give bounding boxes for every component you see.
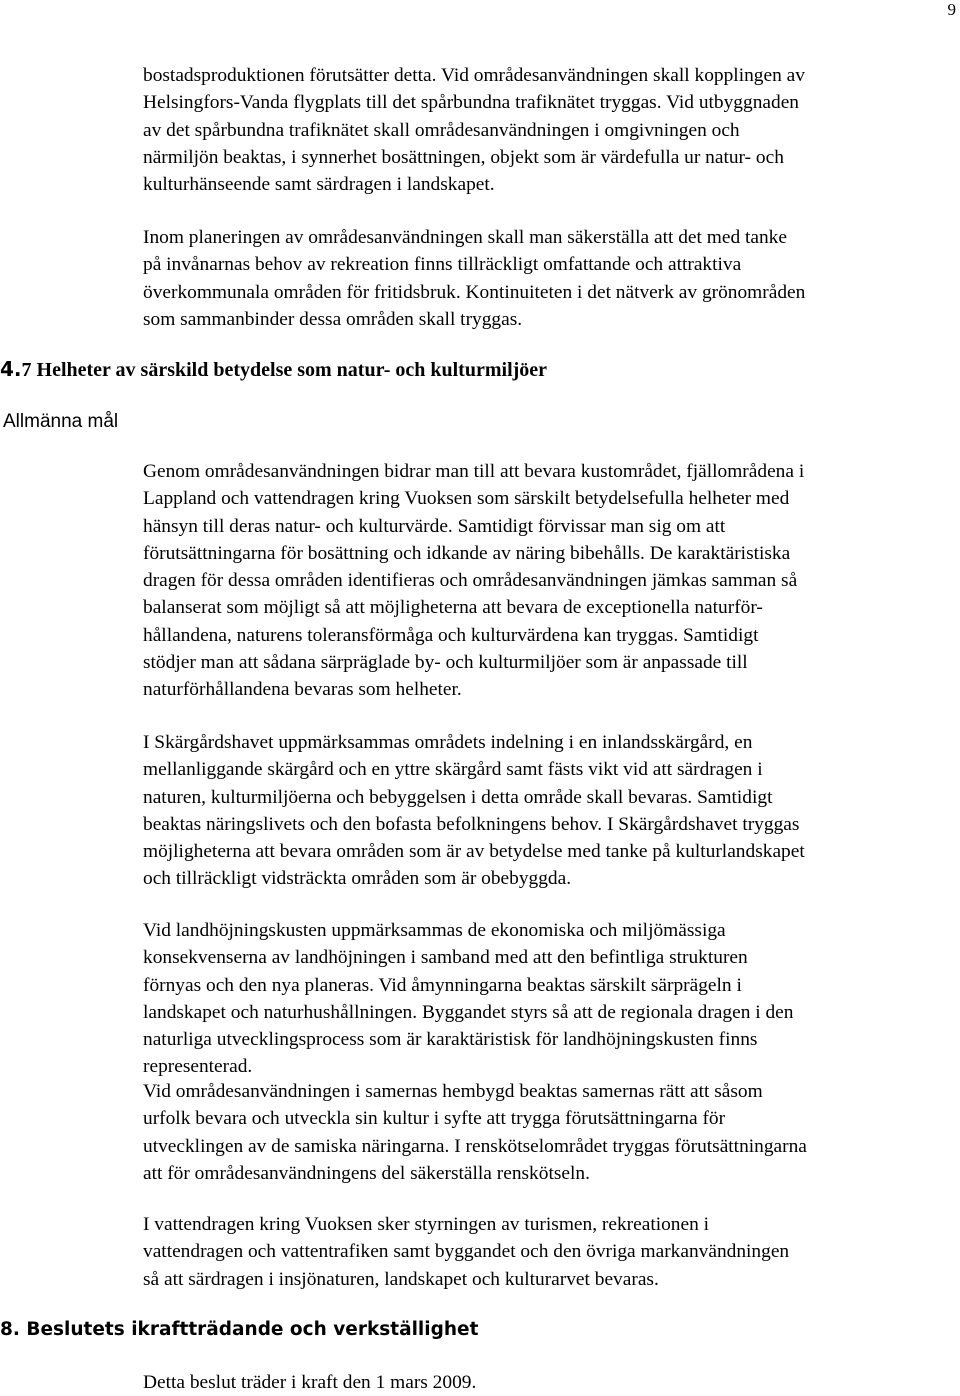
text-line: Vid landhöjningskusten uppmärksammas de ekonomiska och miljömässiga <box>143 920 726 941</box>
text-line: möjligheterna att bevara områden som är av betydelse med tanke på kulturlandskapet <box>143 841 805 863</box>
text-line: I Skärgårdshavet uppmärksammas områdets indelning i en inlandsskärgård, en <box>143 732 753 753</box>
text-line: och tillräckligt vidsträckta områden som är obebyggda. <box>143 868 572 890</box>
text-line: förnyas och den nya planeras. Vid åmynningarna beaktas särskilt särprägeln i <box>143 974 742 996</box>
goals-paragraph-5 <box>143 1211 958 1293</box>
text-line: utvecklingen av de samiska näringarna. I renskötselområdet tryggas förutsättningarna <box>143 1135 807 1157</box>
text-line: hållandena, naturens toleransförmåga och kulturvärdena kan tryggas. Samtidigt <box>143 624 759 646</box>
text-line: urfolk bevara och utveckla sin kultur i syfte att trygga förutsättningarna för <box>143 1108 726 1130</box>
text-line: representerad. <box>143 1056 253 1078</box>
text-line: Inom planeringen av områdesanvändningen skall man säkerställa att det med tanke <box>143 227 787 248</box>
text-line: dragen för dessa områden identifieras och områdesanvändningen jämkas samman så <box>143 570 798 592</box>
goals-paragraph-1 <box>143 458 958 704</box>
text-line: naturen, kulturmiljöerna och bebyggelsen i detta område skall bevaras. Samtidigt <box>143 786 773 808</box>
section-heading-8: 8. Beslutets ikraftträdande och verkställighet <box>0 1319 479 1340</box>
text-line: landskapet och naturhushållningen. Byggandet styrs så att de regionala dragen i den <box>143 1001 794 1023</box>
text-line: I vattendragen kring Vuoksen sker styrningen av turismen, rekreationen i <box>143 1214 710 1235</box>
text-line: kulturhänseende samt särdragen i landskapet. <box>143 174 495 196</box>
goals-paragraph-3 <box>143 917 958 1081</box>
text-line: så att särdragen i insjönaturen, landskapet och kulturarvet bevaras. <box>143 1268 659 1290</box>
text-line: på invånarnas behov av rekreation finns tillräckligt omfattande och attraktiva <box>143 254 742 276</box>
goals-paragraph-4 <box>143 1078 958 1187</box>
text-line: bostadsproduktionen förutsätter detta. Vid områdesanvändningen skall kopplingen av <box>143 65 805 86</box>
intro-paragraph-1 <box>143 62 958 198</box>
text-line: av det spårbundna trafiknätet skall områdesanvändningen i omgivningen och <box>143 119 740 141</box>
intro-paragraph-2 <box>143 224 958 333</box>
text-line: Detta beslut träder i kraft den 1 mars 2009. <box>143 1372 477 1393</box>
section-title: 7 Helheter av särskild betydelse som natur- och kulturmiljöer <box>21 359 548 381</box>
text-line: Helsingfors-Vanda flygplats till det spårbundna trafiknätet tryggas. Vid utbyggnaden <box>143 92 799 114</box>
section-number: 4. <box>0 357 22 381</box>
text-line: som sammanbinder dessa områden skall tryggas. <box>143 308 523 330</box>
page-number: 9 <box>947 0 956 19</box>
text-line: förutsättningarna för bosättning och idkande av näring bibehålls. De karaktäristiska <box>143 542 791 564</box>
text-line: konsekvenserna av landhöjningen i samband med att den befintliga strukturen <box>143 947 748 969</box>
text-line: hänsyn till deras natur- och kulturvärde. Samtidigt förvissar man sig om att <box>143 515 726 537</box>
section-heading-4-7 <box>0 356 547 384</box>
text-line: närmiljön beaktas, i synnerhet bosättningen, objekt som är värdefulla ur natur- och <box>143 146 784 168</box>
text-line: mellanliggande skärgård och en yttre skärgård samt fästs vikt vid att särdragen i <box>143 759 763 781</box>
section-8-paragraph <box>143 1369 958 1396</box>
text-line: Lappland och vattendragen kring Vuoksen som särskilt betydelsefulla helheter med <box>143 488 790 510</box>
text-line: överkommunala områden för fritidsbruk. Kontinuiteten i det nätverk av grönområden <box>143 281 806 303</box>
text-line: stödjer man att sådana särpräglade by- och kulturmiljöer som är anpassade till <box>143 652 748 674</box>
text-line: naturförhållandena bevaras som helheter. <box>143 679 462 701</box>
goals-paragraph-2 <box>143 729 958 893</box>
text-line: vattendragen och vattentrafiken samt byggandet och den övriga markanvändningen <box>143 1241 790 1263</box>
text-line: Genom områdesanvändningen bidrar man till att bevara kustområdet, fjällområdena i <box>143 461 805 482</box>
subheading-general-goals: Allmänna mål <box>3 411 119 432</box>
text-line: balanserat som möjligt så att möjligheterna att bevara de exceptionella naturför- <box>143 597 763 619</box>
text-line: att för områdesanvändningens del säkerställa renskötseln. <box>143 1162 590 1184</box>
text-line: beaktas näringslivets och den bofasta befolkningens behov. I Skärgårdshavet tryggas <box>143 813 800 835</box>
text-line: naturliga utvecklingsprocess som är karaktäristisk för landhöjningskusten finns <box>143 1029 758 1051</box>
text-line: Vid områdesanvändningen i samernas hembygd beaktas samernas rätt att såsom <box>143 1081 763 1102</box>
